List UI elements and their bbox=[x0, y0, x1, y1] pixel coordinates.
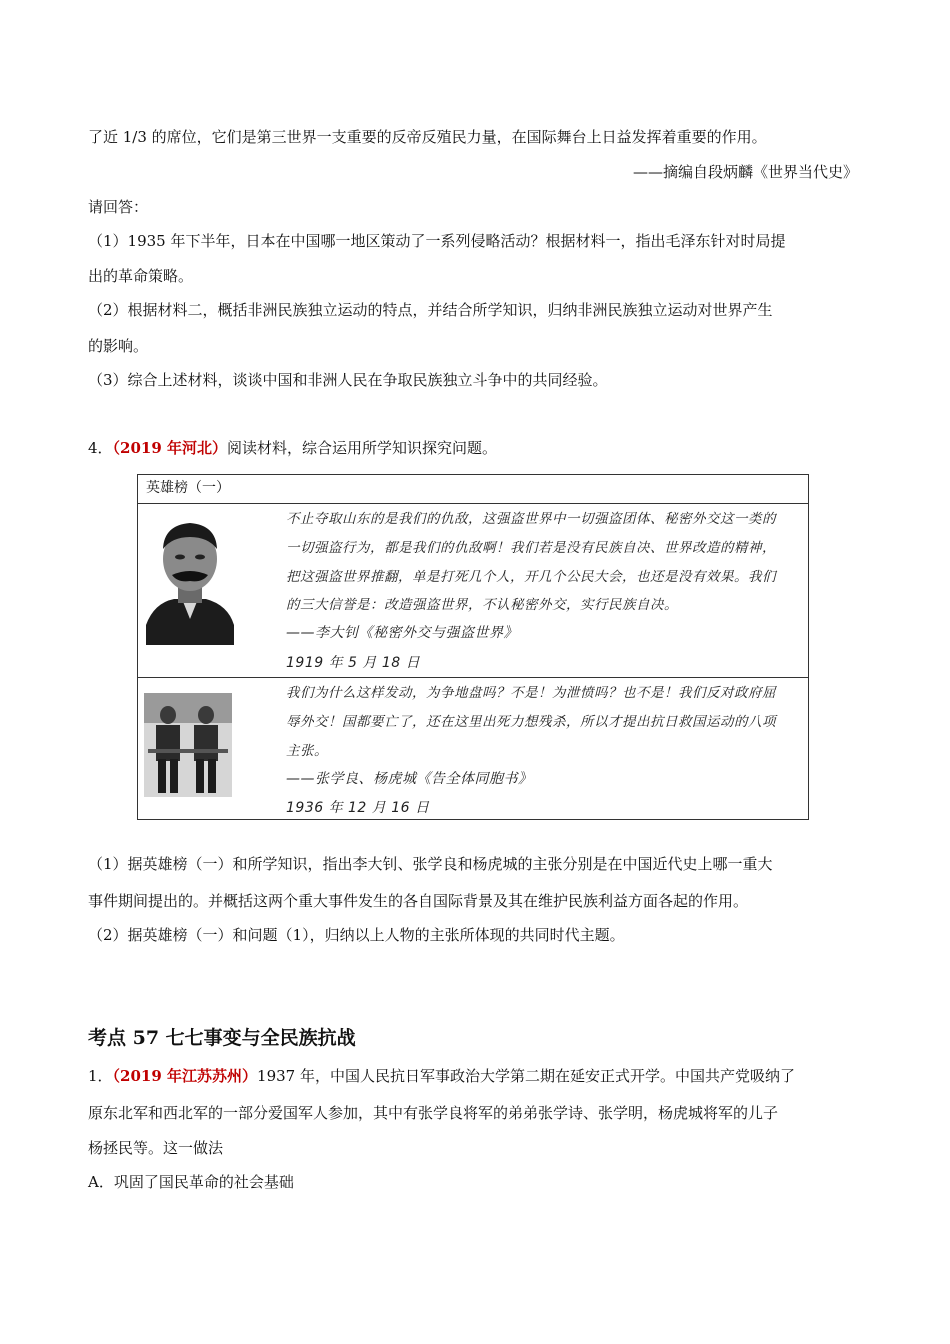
problem-4-number: 4． bbox=[88, 439, 113, 457]
question-2-line-1: （2）根据材料二，概括非洲民族独立运动的特点，并结合所学知识，归纳非洲民族独立运动对世界产生 bbox=[88, 301, 773, 319]
intro-line: 了近 1/3 的席位，它们是第三世界一支重要的反帝反殖民力量，在国际舞台上日益发挥着重要的作用。 bbox=[88, 128, 767, 146]
row2-line-1: 我们为什么这样发动，为争地盘吗？不是！为泄愤吗？也不是！我们反对政府屈 bbox=[286, 685, 776, 701]
row2-line-3: 主张。 bbox=[286, 743, 328, 759]
row2-line-2: 辱外交！国都要亡了，还在这里出死力想残杀，所以才提出抗日救国运动的八项 bbox=[286, 714, 776, 730]
question-4-2: （2）据英雄榜（一）和问题（1），归纳以上人物的主张所体现的共同时代主题。 bbox=[88, 926, 625, 944]
question-2-line-2: 的影响。 bbox=[88, 337, 149, 355]
section-heading: 考点 57 七七事变与全民族抗战 bbox=[88, 1027, 356, 1049]
row2-date: 1936 年 12 月 16 日 bbox=[286, 800, 430, 816]
table-divider bbox=[138, 503, 808, 504]
problem-1-source: （2019 年江苏苏州） bbox=[112, 1067, 258, 1085]
row2-citation: ——张学良、杨虎城《告全体同胞书》 bbox=[286, 771, 533, 787]
problem-1-line-3: 杨拯民等。这一做法 bbox=[88, 1139, 224, 1157]
problem-4-stem: 阅读材料，综合运用所学知识探究问题。 bbox=[227, 439, 498, 457]
answer-prompt: 请回答： bbox=[88, 198, 149, 216]
hero-table bbox=[137, 474, 809, 820]
question-3: （3）综合上述材料，谈谈中国和非洲人民在争取民族独立斗争中的共同经验。 bbox=[88, 371, 608, 389]
intro-citation: ——摘编自段炳麟《世界当代史》 bbox=[632, 163, 858, 181]
row1-line-2: 一切强盗行为，都是我们的仇敌啊！我们若是没有民族自决、世界改造的精神， bbox=[286, 540, 776, 556]
row1-line-4: 的三大信誉是：改造强盗世界，不认秘密外交，实行民族自决。 bbox=[286, 597, 678, 613]
row1-citation: ——李大钊《秘密外交与强盗世界》 bbox=[286, 625, 518, 641]
problem-4-header bbox=[88, 438, 497, 458]
problem-1-line-2: 原东北军和西北军的一部分爱国军人参加，其中有张学良将军的弟弟张学诗、张学明，杨虎城将军的儿子 bbox=[88, 1104, 779, 1122]
problem-1-line-1 bbox=[88, 1066, 795, 1086]
problem-1-stem-start: 1937 年，中国人民抗日军事政治大学第二期在延安正式开学。中国共产党吸纳了 bbox=[257, 1067, 795, 1085]
option-a: A．巩固了国民革命的社会基础 bbox=[88, 1173, 294, 1191]
question-4-1-line-2: 事件期间提出的。并概括这两个重大事件发生的各自国际背景及其在维护民族利益方面各起的作用。 bbox=[88, 892, 749, 910]
row1-line-1: 不止夺取山东的是我们的仇敌，这强盗世界中一切强盗团体、秘密外交这一类的 bbox=[286, 511, 776, 527]
hero-table-title: 英雄榜（一） bbox=[146, 480, 230, 496]
problem-4-source: （2019 年河北） bbox=[112, 439, 228, 457]
question-1-line-1: （1）1935 年下半年，日本在中国哪一地区策动了一系列侵略活动？根据材料一，指出毛泽东针对时局提 bbox=[88, 232, 786, 250]
row-divider bbox=[138, 677, 808, 678]
group-photo bbox=[144, 693, 232, 797]
problem-1-number: 1． bbox=[88, 1067, 113, 1085]
question-1-line-2: 出的革命策略。 bbox=[88, 267, 194, 285]
question-4-1-line-1: （1）据英雄榜（一）和所学知识，指出李大钊、张学良和杨虎城的主张分别是在中国近代史上哪一重大 bbox=[88, 855, 773, 873]
row1-date: 1919 年 5 月 18 日 bbox=[286, 655, 421, 671]
row1-line-3: 把这强盗世界推翻，单是打死几个人，开几个公民大会，也还是没有效果。我们 bbox=[286, 569, 776, 585]
portrait-photo bbox=[144, 507, 236, 645]
